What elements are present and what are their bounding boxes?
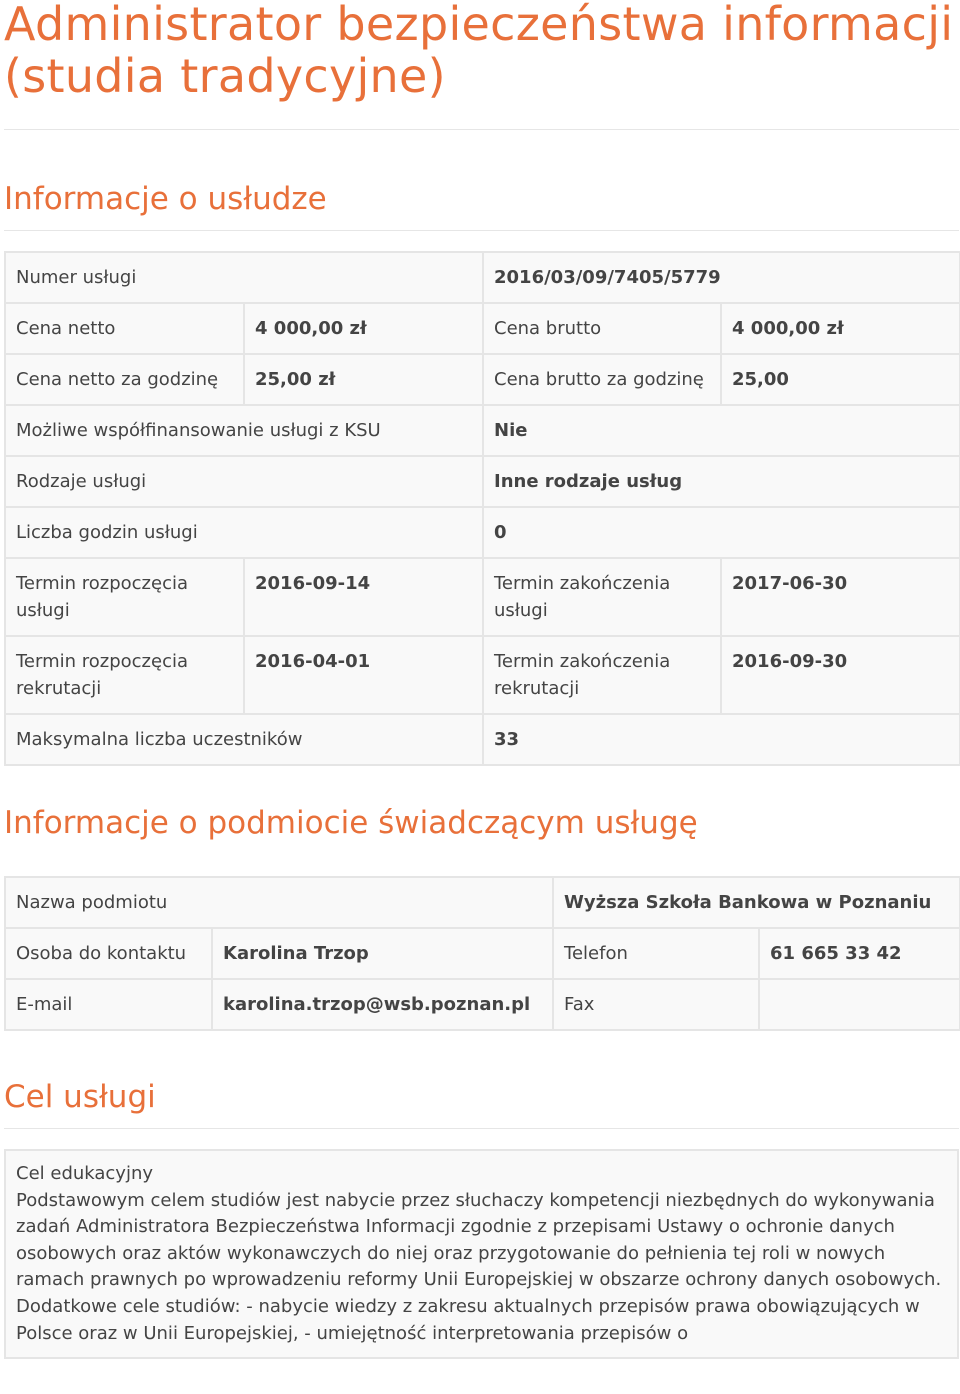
cofinancing-label: Możliwe współfinansowanie usługi z KSU (5, 405, 483, 456)
contact-person-value: Karolina Trzop (212, 928, 553, 979)
recruitment-start-value: 2016-04-01 (244, 636, 483, 714)
table-row (5, 456, 960, 507)
start-date-value: 2016-09-14 (244, 558, 483, 636)
table-row (5, 405, 960, 456)
service-number-label: Numer usługi (5, 252, 483, 303)
email-label: E-mail (5, 979, 212, 1030)
table-row (5, 877, 960, 928)
recruitment-start-label: Termin rozpoczęcia rekrutacji (5, 636, 244, 714)
recruitment-end-value: 2016-09-30 (721, 636, 960, 714)
table-row (5, 252, 960, 303)
hours-label: Liczba godzin usługi (5, 507, 483, 558)
table-row (5, 558, 960, 636)
table-row (5, 979, 960, 1030)
net-hour-value: 25,00 zł (244, 354, 483, 405)
fax-value (759, 979, 960, 1030)
service-types-label: Rodzaje usługi (5, 456, 483, 507)
provider-table (4, 876, 960, 1031)
email-value: karolina.trzop@wsb.poznan.pl (212, 979, 553, 1030)
table-row (5, 714, 960, 765)
cofinancing-value: Nie (483, 405, 960, 456)
title-divider (4, 129, 959, 130)
goal-box (4, 1149, 959, 1359)
table-row (5, 507, 960, 558)
phone-label: Telefon (553, 928, 759, 979)
gross-hour-value: 25,00 (721, 354, 960, 405)
gross-price-label: Cena brutto (483, 303, 721, 354)
provider-name-label: Nazwa podmiotu (5, 877, 553, 928)
goal-label: Cel edukacyjny (16, 1163, 154, 1184)
table-row (5, 354, 960, 405)
net-price-value: 4 000,00 zł (244, 303, 483, 354)
gross-hour-label: Cena brutto za godzinę (483, 354, 721, 405)
service-info-heading: Informacje o usłudze (4, 181, 327, 217)
goal-heading: Cel usługi (4, 1079, 156, 1115)
recruitment-end-label: Termin zakończenia rekrutacji (483, 636, 721, 714)
contact-person-label: Osoba do kontaktu (5, 928, 212, 979)
provider-heading: Informacje o podmiocie świadczącym usługę (4, 805, 698, 841)
table-row (5, 303, 960, 354)
goal-divider (4, 1128, 959, 1129)
net-price-label: Cena netto (5, 303, 244, 354)
page (4, 0, 959, 1359)
service-number-value: 2016/03/09/7405/5779 (483, 252, 960, 303)
table-row (5, 636, 960, 714)
gross-price-value: 4 000,00 zł (721, 303, 960, 354)
hours-value: 0 (483, 507, 960, 558)
net-hour-label: Cena netto za godzinę (5, 354, 244, 405)
end-date-label: Termin zakończenia usługi (483, 558, 721, 636)
end-date-value: 2017-06-30 (721, 558, 960, 636)
phone-value: 61 665 33 42 (759, 928, 960, 979)
page-title: Administrator bezpieczeństwa informacji (studia tradycyjne) (4, 0, 954, 103)
table-row (5, 928, 960, 979)
max-participants-label: Maksymalna liczba uczestników (5, 714, 483, 765)
service-types-value: Inne rodzaje usług (483, 456, 960, 507)
provider-name-link[interactable]: Wyższa Szkoła Bankowa w Poznaniu (553, 877, 960, 928)
service-info-table (4, 251, 960, 766)
fax-label: Fax (553, 979, 759, 1030)
start-date-label: Termin rozpoczęcia usługi (5, 558, 244, 636)
service-info-divider (4, 230, 959, 231)
goal-text: Podstawowym celem studiów jest nabycie przez słuchaczy kompetencji niezbędnych do wykonywania zadań Administratora Bezpieczeństwa Informacji zgodnie z przepisami Ustawy o ochronie danych osobowych oraz aktów wykonawczych do niej oraz przygotowanie do pełnienia tej roli w nowych ramach prawnych po wprowadzeniu reformy Unii Europejskiej w obszarze ochrony danych osobowych. Dodatkowe cele studiów: - nabycie wiedzy z zakresu aktualnych przepisów prawa obowiązujących w Polsce oraz w Unii Europejskiej, - umiejętność interpretowania przepisów o (16, 1189, 942, 1344)
max-participants-value: 33 (483, 714, 960, 765)
